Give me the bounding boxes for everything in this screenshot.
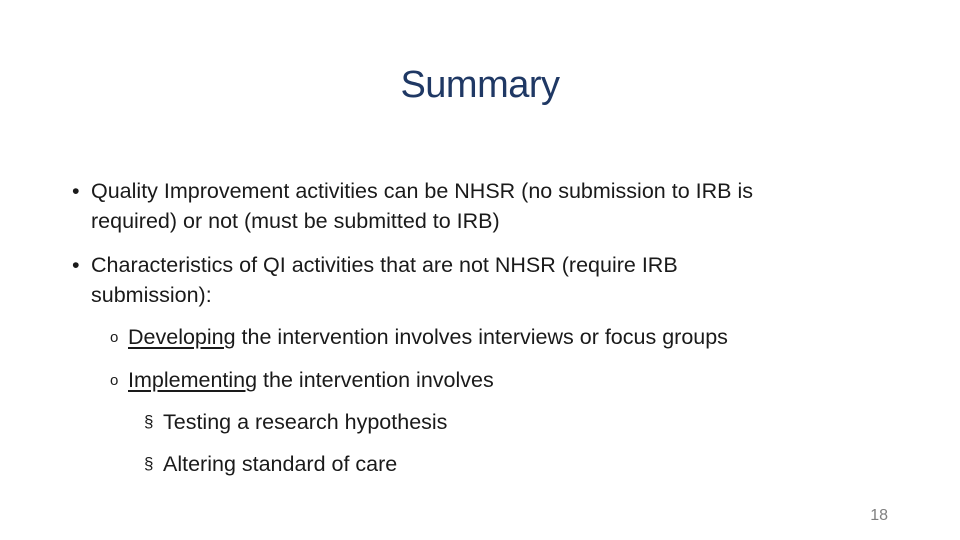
sub-bullet-developing	[110, 322, 728, 352]
bullet-dot-icon: •	[72, 179, 80, 203]
sub-sub-bullet-altering-text: Altering standard of care	[163, 452, 398, 476]
bullet-2-line-2: submission):	[91, 283, 212, 307]
bullet-2	[72, 250, 678, 280]
sub-sub-bullet-testing	[144, 407, 448, 437]
sub-bullet-implementing-text: the intervention involves	[257, 368, 494, 392]
sub-bullet-developing-text: the intervention involves interviews or focus groups	[235, 325, 728, 349]
bullet-2-line-1: Characteristics of QI activities that are not NHSR (require IRB	[91, 253, 678, 277]
bullet-1-continuation	[91, 206, 500, 236]
bullet-1-line-1: Quality Improvement activities can be NHSR (no submission to IRB is	[91, 179, 753, 203]
sub-bullet-implementing-keyword: Implementing	[128, 368, 258, 392]
bullet-2-continuation	[91, 280, 212, 310]
bullet-1	[72, 176, 753, 206]
circle-bullet-icon: o	[110, 372, 119, 389]
sub-sub-bullet-testing-text: Testing a research hypothesis	[163, 410, 448, 434]
sub-bullet-implementing	[110, 365, 494, 395]
slide-title: Summary	[400, 64, 560, 106]
sub-bullet-developing-keyword: Developing	[128, 325, 236, 349]
bullet-1-line-2: required) or not (must be submitted to IRB)	[91, 209, 500, 233]
page-number: 18	[870, 507, 888, 524]
circle-bullet-icon: o	[110, 329, 119, 346]
square-bullet-icon: §	[144, 412, 154, 431]
sub-sub-bullet-altering	[144, 449, 398, 479]
square-bullet-icon: §	[144, 454, 154, 473]
bullet-dot-icon: •	[72, 253, 80, 277]
